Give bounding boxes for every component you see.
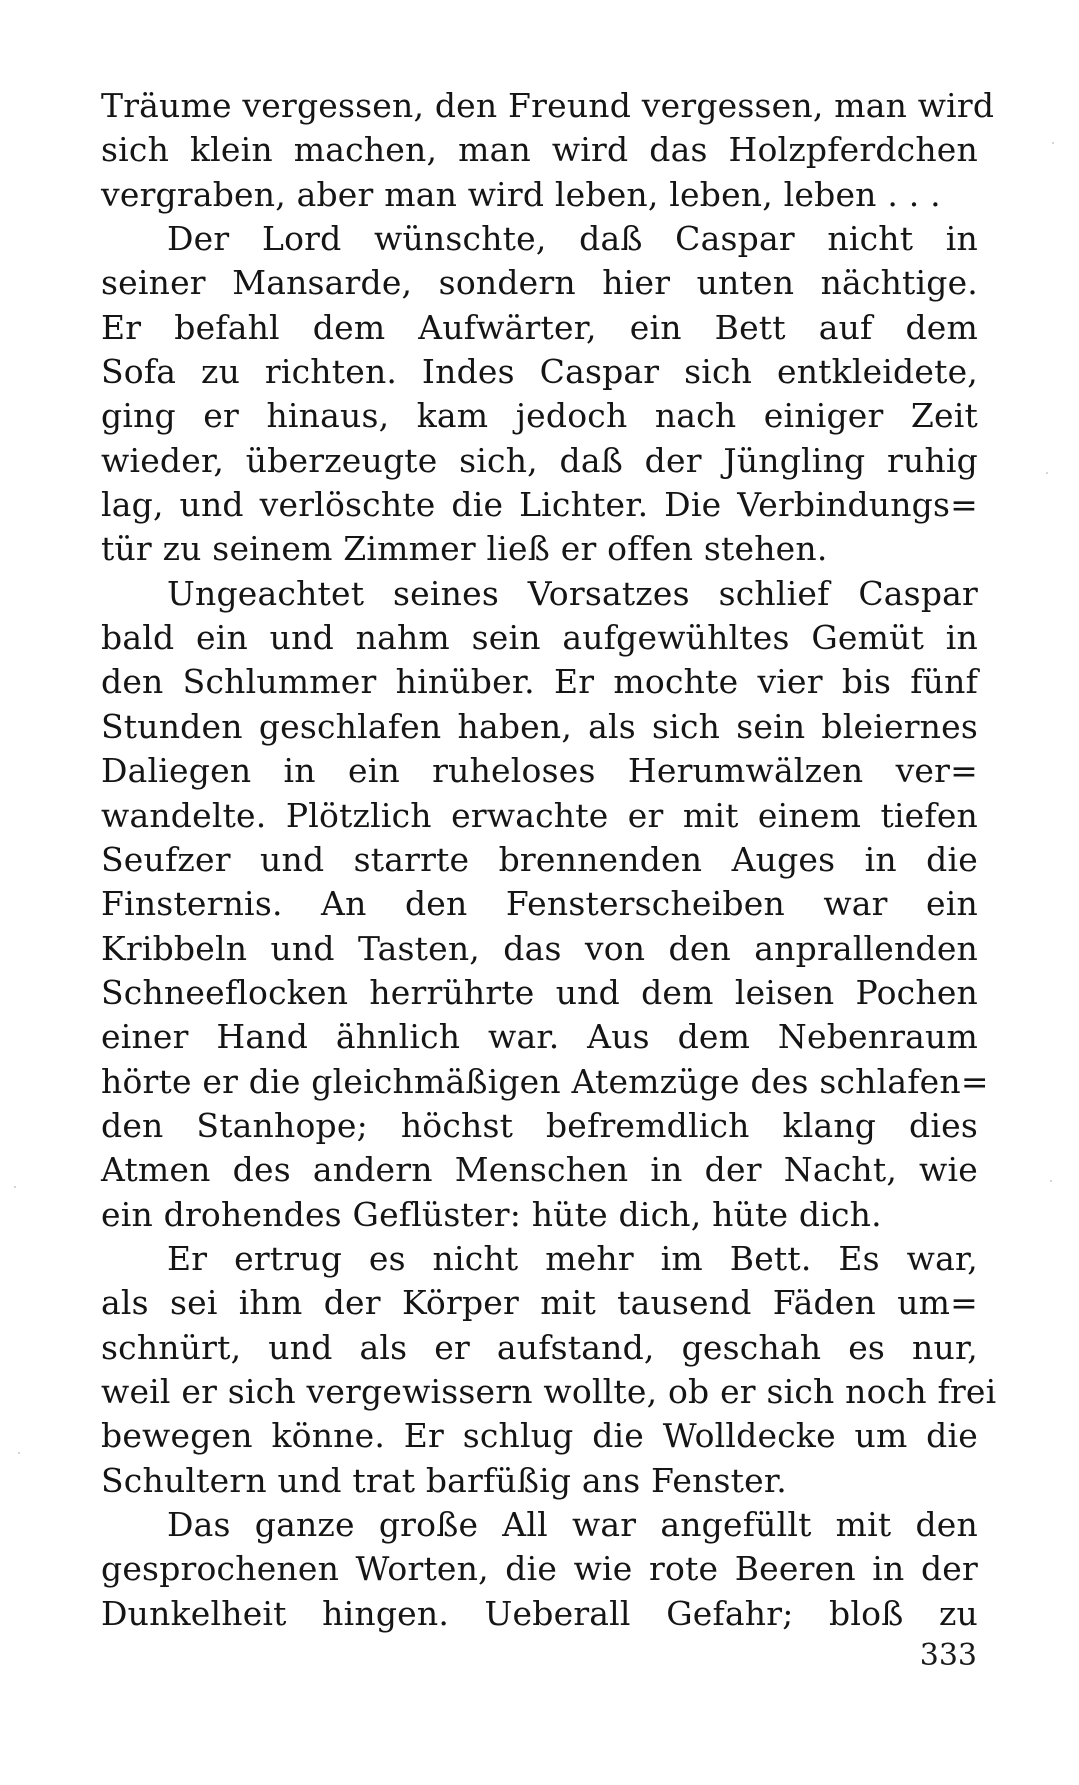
text-line: Schultern und trat barfüßig ans Fenster.: [101, 1460, 787, 1500]
text-line: Finsternis. An den Fensterscheiben war ein: [101, 884, 978, 924]
body-text: [101, 84, 997, 1636]
text-line: bewegen könne. Er schlug die Wolldecke um die: [101, 1416, 978, 1456]
page-number: 333: [919, 1638, 977, 1673]
text-line: bald ein und nahm sein aufgewühltes Gemüt in: [101, 618, 978, 658]
text-line: den Stanhope; höchst befremdlich klang dies: [101, 1105, 978, 1145]
paper-speck: [18, 1452, 20, 1454]
text-line: Der Lord wünschte, daß Caspar nicht in: [167, 219, 978, 259]
paper-speck: [1052, 142, 1054, 144]
text-line: als sei ihm der Körper mit tausend Fäden um=: [101, 1283, 978, 1323]
text-line: Kribbeln und Tasten, das von den anprallenden: [101, 928, 978, 968]
text-line: Er ertrug es nicht mehr im Bett. Es war,: [167, 1238, 978, 1278]
text-line: Stunden geschlafen haben, als sich sein bleiernes: [101, 706, 978, 746]
text-line: weil er sich vergewissern wollte, ob er sich noch frei: [101, 1371, 997, 1411]
paper-speck: [14, 1186, 16, 1188]
text-line: sich klein machen, man wird das Holzpferdchen: [101, 130, 978, 170]
text-line: vergraben, aber man wird leben, leben, leben . . .: [101, 174, 941, 214]
text-line: Seufzer und starrte brennenden Auges in die: [101, 839, 978, 879]
text-line: wandelte. Plötzlich erwachte er mit einem tiefen: [101, 795, 978, 835]
text-line: Schneeflocken herrührte und dem leisen Pochen: [101, 972, 978, 1012]
text-line: Sofa zu richten. Indes Caspar sich entkleidete,: [101, 352, 978, 392]
text-line: ging er hinaus, kam jedoch nach einiger Zeit: [101, 396, 978, 436]
text-line: Dunkelheit hingen. Ueberall Gefahr; bloß zu: [101, 1593, 978, 1633]
text-line: Er befahl dem Aufwärter, ein Bett auf dem: [101, 307, 978, 347]
text-line: wieder, überzeugte sich, daß der Jüngling ruhig: [101, 440, 978, 480]
text-line: gesprochenen Worten, die wie rote Beeren in der: [101, 1549, 978, 1589]
text-line: seiner Mansarde, sondern hier unten nächtige.: [101, 263, 978, 303]
text-line: hörte er die gleichmäßigen Atemzüge des schlafen=: [101, 1061, 989, 1101]
text-line: Daliegen in ein ruheloses Herumwälzen ver=: [101, 751, 978, 791]
text-line: den Schlummer hinüber. Er mochte vier bis fünf: [101, 662, 978, 702]
text-line: Atmen des andern Menschen in der Nacht, wie: [101, 1150, 978, 1190]
paper-speck: [1050, 1180, 1052, 1182]
paper-speck: [1046, 472, 1048, 474]
text-line: Träume vergessen, den Freund vergessen, man wird: [101, 86, 995, 125]
text-line: ein drohendes Geflüster: hüte dich, hüte dich.: [101, 1194, 882, 1234]
text-line: lag, und verlöschte die Lichter. Die Verbindungs=: [101, 485, 978, 525]
text-line: Das ganze große All war angefüllt mit den: [167, 1505, 978, 1544]
text-line: schnürt, und als er aufstand, geschah es nur,: [101, 1327, 978, 1367]
text-line: einer Hand ähnlich war. Aus dem Nebenraum: [101, 1017, 978, 1057]
text-line: Ungeachtet seines Vorsatzes schlief Caspar: [167, 573, 978, 613]
text-line: tür zu seinem Zimmer ließ er offen stehen.: [101, 529, 828, 569]
